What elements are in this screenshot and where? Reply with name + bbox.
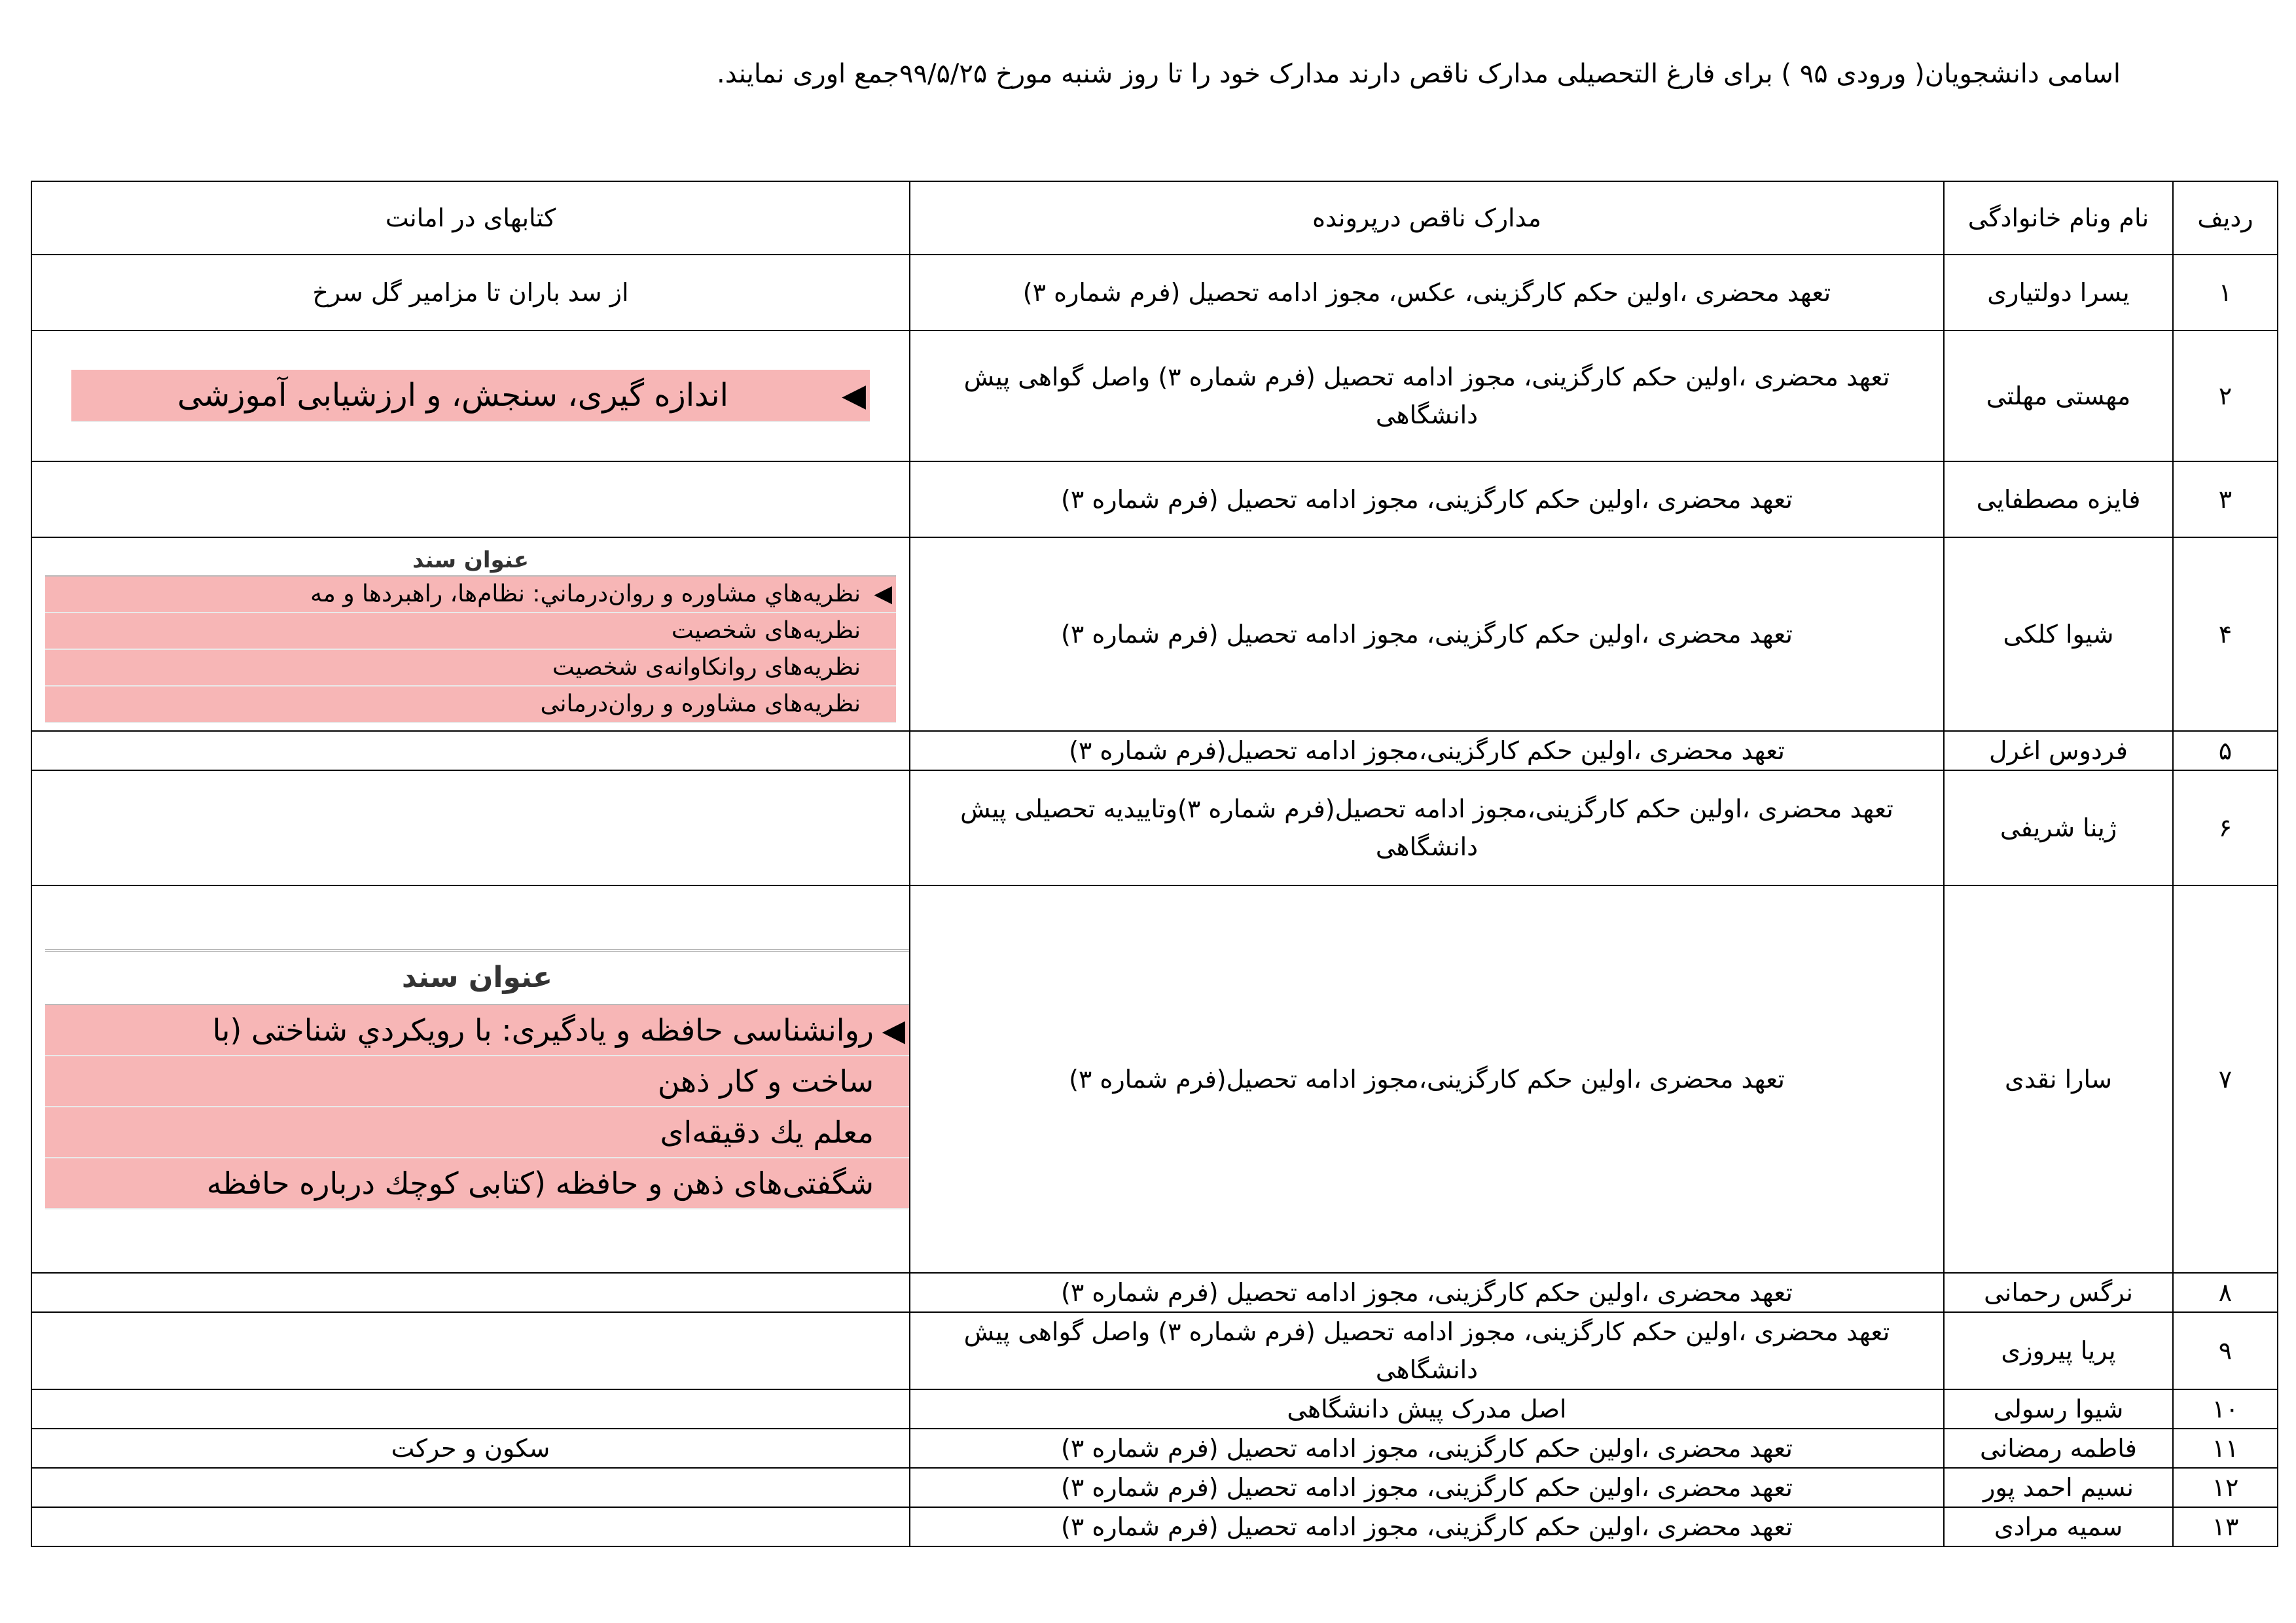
row-index: ۲ [2173, 330, 2278, 461]
book-title-text: نظریه‌های شخصیت [671, 617, 861, 644]
row-borrowed-books [31, 731, 910, 770]
table-row [31, 1507, 2278, 1546]
row-books-cell [31, 330, 910, 461]
row-name: سارا نقدی [1944, 885, 2173, 1273]
row-borrowed-books: سکون و حرکت [31, 1429, 910, 1468]
row-missing-docs: تعهد محضری ،اولین حکم کارگزینی، مجوز ادامه تحصیل (فرم شماره ۳) واصل گواهی پیش دانشگاهی [910, 330, 1944, 461]
row-name: نرگس رحمانی [1944, 1273, 2173, 1312]
table-row [31, 731, 2278, 770]
row-missing-docs: تعهد محضری ،اولین حکم کارگزینی، مجوز ادامه تحصیل (فرم شماره ۳) [910, 1273, 1944, 1312]
row-name: نسیم احمد پور [1944, 1468, 2173, 1507]
row-borrowed-books [31, 1389, 910, 1429]
table-row [31, 1429, 2278, 1468]
row-name: مهستی مهلتی [1944, 330, 2173, 461]
book-title-text: نظریه‌هاي مشاوره و روان‌درماني: نظام‌ها، راهبردها و مه [310, 580, 861, 607]
row-index: ۱۱ [2173, 1429, 2278, 1468]
row-missing-docs: تعهد محضری ،اولین حکم کارگزینی، مجوز ادامه تحصیل (فرم شماره ۳) [910, 537, 1944, 731]
header-index: ردیف [2173, 181, 2278, 255]
books-list-snapshot [45, 545, 896, 723]
book-title [45, 1107, 909, 1158]
students-table [31, 181, 2278, 1547]
books-list-header: عنوان سند [45, 952, 909, 1005]
row-index: ۷ [2173, 885, 2278, 1273]
row-missing-docs: تعهد محضری ،اولین حکم کارگزینی، مجوز ادامه تحصیل (فرم شماره ۳) واصل گواهی پیش دانشگاهی [910, 1312, 1944, 1389]
row-borrowed-books [31, 770, 910, 885]
header-name: نام ونام خانوادگی [1944, 181, 2173, 255]
row-index: ۹ [2173, 1312, 2278, 1389]
book-title-text: نظریه‌های روانکاوانه‌ی شخصیت [552, 654, 861, 681]
table-row [31, 1312, 2278, 1389]
book-title [45, 687, 896, 723]
row-name: ژینا شریفی [1944, 770, 2173, 885]
header-docs: مدارک ناقص درپرونده [910, 181, 1944, 255]
row-missing-docs: تعهد محضری ،اولین حکم کارگزینی، مجوز ادامه تحصیل (فرم شماره ۳) [910, 1468, 1944, 1507]
book-title-text: روانشناسی حافظه و یادگیری: با رویکردي شناختی (با [212, 1012, 874, 1048]
row-name: شیوا کلکی [1944, 537, 2173, 731]
row-borrowed-books [31, 1273, 910, 1312]
header-books: کتابهای در امانت [31, 181, 910, 255]
row-index: ۳ [2173, 461, 2278, 537]
book-title [45, 1005, 909, 1056]
row-index: ۸ [2173, 1273, 2278, 1312]
table-row [31, 885, 2278, 1273]
books-list-header: عنوان سند [45, 545, 896, 577]
book-title-text: معلم یك دقیقه‌ای [660, 1115, 874, 1150]
book-title [45, 1056, 909, 1107]
page-heading: اسامی دانشجویان( ورودی ۹۵ ) برای فارغ التحصیلی مدارک ناقص دارند مدارک خود را تا روز شنبه مورخ ۹۹/۵/۲۵جمع اوری نمایند. [717, 59, 2121, 89]
black-triangle-left-icon: ◀ [842, 377, 866, 414]
row-missing-docs: تعهد محضری ،اولین حکم کارگزینی، مجوز ادامه تحصیل (فرم شماره ۳) [910, 1429, 1944, 1468]
table-row [31, 1273, 2278, 1312]
row-index: ۱ [2173, 255, 2278, 330]
row-name: فاطمه رمضانی [1944, 1429, 2173, 1468]
book-title [45, 577, 896, 613]
book-title-text: ساخت و کار ذهن [657, 1063, 874, 1099]
table-row [31, 1389, 2278, 1429]
book-title-text: نظریه‌های مشاوره و روان‌درمانی [540, 690, 861, 717]
row-missing-docs: تعهد محضری ،اولین حکم کارگزینی، مجوز ادامه تحصیل (فرم شماره ۳) [910, 1507, 1944, 1546]
table-row [31, 770, 2278, 885]
row-index: ۱۰ [2173, 1389, 2278, 1429]
row-missing-docs: تعهد محضری ،اولین حکم کارگزینی،مجوز ادامه تحصیل(فرم شماره ۳) [910, 885, 1944, 1273]
book-title [45, 650, 896, 687]
row-name: فایزه مصطفایی [1944, 461, 2173, 537]
row-missing-docs: تعهد محضری ،اولین حکم کارگزینی، عکس، مجوز ادامه تحصیل (فرم شماره ۳) [910, 255, 1944, 330]
row-name: شیوا رسولی [1944, 1389, 2173, 1429]
row-index: ۴ [2173, 537, 2278, 731]
row-index: ۱۳ [2173, 1507, 2278, 1546]
row-index: ۶ [2173, 770, 2278, 885]
row-missing-docs: اصل مدرک پیش دانشگاهی [910, 1389, 1944, 1429]
book-title-text: اندازه گیری، سنجش، و ارزشیابی آموزشی [177, 377, 728, 414]
book-title [45, 1158, 909, 1209]
books-list-snapshot [45, 949, 909, 1209]
table-row [31, 537, 2278, 731]
table-row [31, 1468, 2278, 1507]
book-title [71, 370, 870, 422]
row-name: فردوس اغرل [1944, 731, 2173, 770]
row-missing-docs: تعهد محضری ،اولین حکم کارگزینی، مجوز ادامه تحصیل (فرم شماره ۳) [910, 461, 1944, 537]
row-index: ۵ [2173, 731, 2278, 770]
row-borrowed-books: از سد باران تا مزامیر گل سرخ [31, 255, 910, 330]
row-name: سمیه مرادی [1944, 1507, 2173, 1546]
row-missing-docs: تعهد محضری ،اولین حکم کارگزینی،مجوز ادامه تحصیل(فرم شماره ۳) [910, 731, 1944, 770]
table-row [31, 461, 2278, 537]
row-name: یسرا دولتیاری [1944, 255, 2173, 330]
row-books-cell [31, 537, 910, 731]
row-missing-docs: تعهد محضری ،اولین حکم کارگزینی،مجوز ادامه تحصیل(فرم شماره ۳)وتاییدیه تحصیلی پیش دانشگاهی [910, 770, 1944, 885]
table-row [31, 255, 2278, 330]
black-triangle-left-icon: ◀ [874, 580, 892, 607]
row-borrowed-books [31, 461, 910, 537]
table-row [31, 330, 2278, 461]
table-header-row [31, 181, 2278, 255]
books-list-snapshot [71, 370, 870, 422]
book-title-text: شگفتی‌های ذهن و حافظه (کتابی کوچك درباره حافظه [206, 1166, 874, 1201]
row-borrowed-books [31, 1312, 910, 1389]
row-name: پریا پیروزی [1944, 1312, 2173, 1389]
row-borrowed-books [31, 1507, 910, 1546]
row-books-cell [31, 885, 910, 1273]
black-triangle-left-icon: ◀ [882, 1012, 905, 1048]
book-title [45, 613, 896, 650]
row-borrowed-books [31, 1468, 910, 1507]
row-index: ۱۲ [2173, 1468, 2278, 1507]
